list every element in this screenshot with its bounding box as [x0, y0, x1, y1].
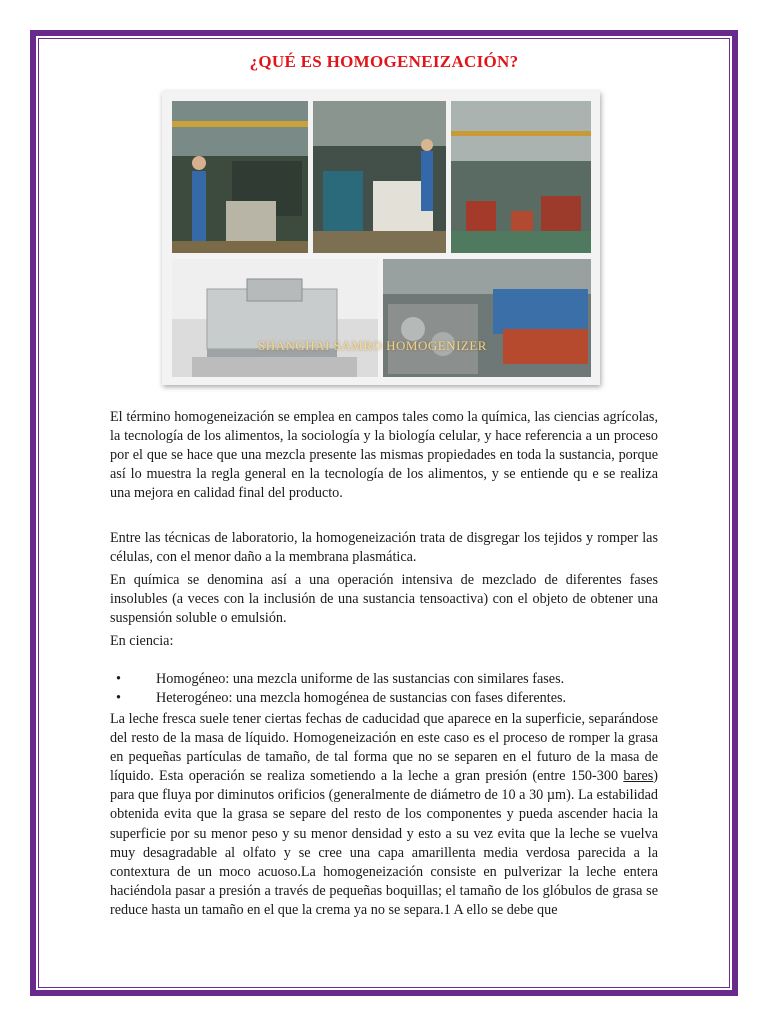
photo-homogenizer-machine — [172, 259, 378, 377]
photo-workshop-lathe — [172, 101, 308, 253]
photo-worker-machine — [313, 101, 446, 253]
bullet-text-homogeneous: Homogéneo: una mezcla uniforme de las sustancias con similares fases. — [156, 671, 565, 687]
bares-link[interactable]: bares — [623, 768, 654, 785]
milk-text-after-link: ) para que fluya por diminutos orificios (generalmente de diámetro de 10 a 30 µm). La estabilidad obtenida evita que la grasa se separe del resto de los componentes y pueda ascender hacia la superficie por su menor peso y su menor densidad y esto a su vez evita que la leche se vuelva muy desagradable al olfato y se cree una capa amarillenta media verdosa parecida a la contextura de un moco acuoso.La homogeneización consiste en pulverizar la leche entera haciéndola pasar a presión a través de pequeñas boquillas; el tamaño de los glóbulos de grasa se reduce hasta un tamaño en el que la crema ya no se separa.1 A ello se debe que — [110, 768, 658, 918]
document-title: ¿QUÉ ES HOMOGENEIZACIÓN? — [249, 52, 519, 71]
paragraph-milk — [110, 710, 658, 920]
paragraph-chemistry: En química se denomina así a una operación intensiva de mezclado de diferentes fases insolubles (a veces con la inclusión de una sustancia tensoactiva) con el objeto de obtener una suspensión soluble o emulsión. — [110, 572, 658, 627]
milk-text-before-link: La leche fresca suele tener ciertas fechas de caducidad que aparece en la superficie, separándose del resto de la masa de líquido. Homogeneización en este caso es el proceso de romper la grasa en pequeñas partículas de tamaño, de tal forma que no se separen en el futuro de la masa de líquido. Esta operación se realiza sometiendo a la leche a gran presión (entre 150-300 — [110, 711, 658, 785]
bullet-glyph: • — [116, 690, 121, 707]
paragraph-science-heading: En ciencia: — [110, 633, 174, 649]
bullet-glyph: • — [116, 671, 121, 687]
science-bullet-list — [110, 670, 658, 708]
photo-stacked-parts — [383, 259, 591, 377]
bullet-text-heterogeneous: Heterogéneo: una mezcla homogénea de sustancias con fases diferentes. — [156, 690, 567, 707]
list-item — [110, 670, 658, 689]
paragraph-definition: El término homogeneización se emplea en campos tales como la química, las ciencias agrícolas, la tecnología de los alimentos, la sociología y la biología celular, y hace referencia a un proceso por el que se hace que una mezcla presente las mismas propiedades en toda la sustancia, porque así lo muestra la regla general en la tecnología de los alimentos, y se entiende qu e se realiza una mejora en calidad final del producto. — [110, 409, 658, 502]
photo-factory-hall — [451, 101, 591, 253]
image-watermark: SHANGHAI SAMRO HOMOGENIZER — [258, 338, 487, 353]
list-item — [110, 689, 658, 708]
paragraph-laboratory: Entre las técnicas de laboratorio, la homogeneización trata de disgregar los tejidos y romper las células, con el menor daño a la membrana plasmática. — [110, 530, 658, 566]
